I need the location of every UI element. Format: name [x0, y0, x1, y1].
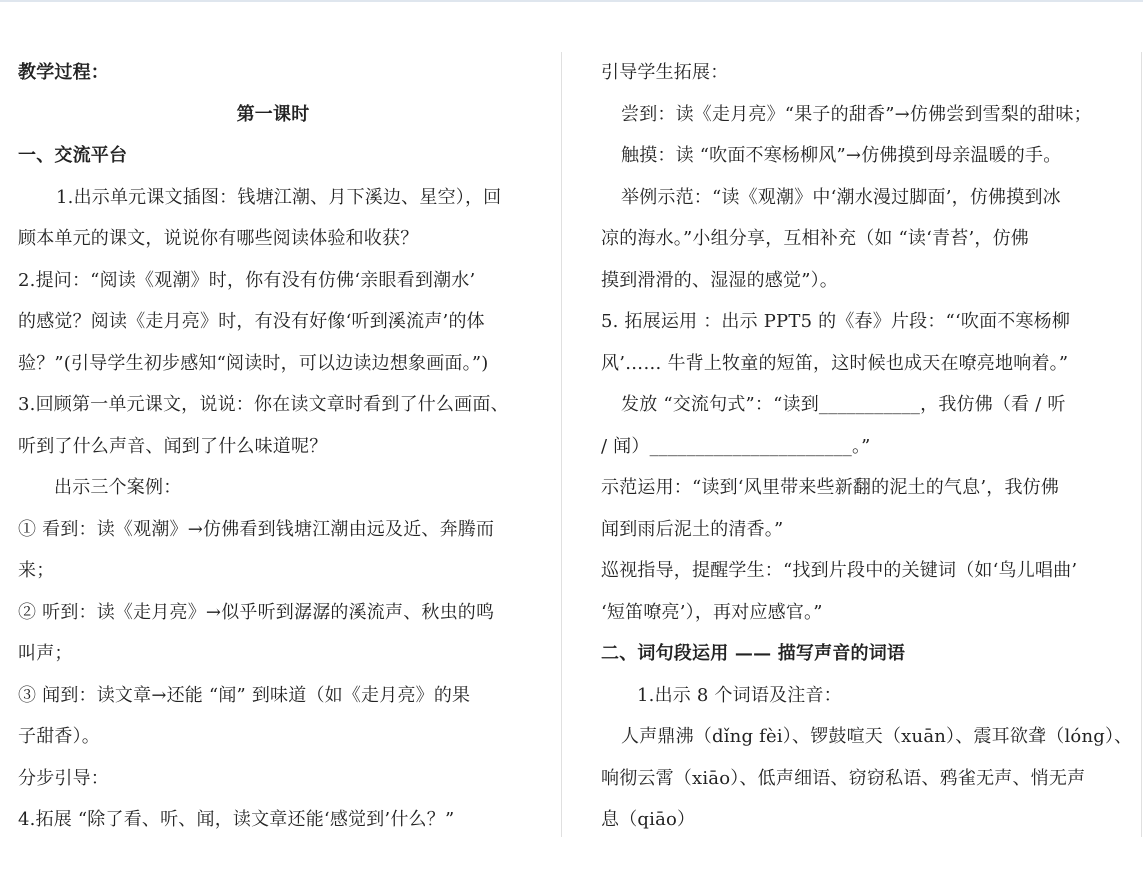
top-border: [0, 0, 1143, 2]
left-line-19: 4.拓展 “除了看、听、闻，读文章还能‘感觉到’什么？”: [18, 809, 455, 830]
left-line-6: 2.提问：“阅读《观潮》时，你有没有仿佛‘亲眼看到潮水’: [18, 269, 476, 291]
right-line-13: 巡视指导，提醒学生：“找到片段中的关键词（如‘鸟儿唱曲’: [601, 560, 1078, 581]
right-line-12: 闻到雨后泥土的清香。”: [601, 518, 784, 540]
left-column: [18, 52, 528, 841]
right-line-4: 举例示范：“读《观潮》中‘潮水漫过脚面’，仿佛摸到冰: [621, 186, 1061, 208]
right-line-19: 息（qiāo）: [601, 809, 696, 830]
left-line-13: 来；: [18, 560, 55, 581]
right-margin-line: [1141, 52, 1142, 837]
left-line-5: 顾本单元的课文，说说你有哪些阅读体验和收获？: [18, 228, 419, 249]
left-line-12: ① 看到：读《观潮》→仿佛看到钱塘江潮由远及近、奔腾而: [18, 518, 495, 540]
right-line-6: 摸到滑滑的、湿湿的感觉”）。: [601, 269, 839, 291]
right-line-10: / 闻）______________________。”: [601, 435, 871, 457]
right-line-3: 触摸：读 “吹面不寒杨柳风”→仿佛摸到母亲温暖的手。: [621, 145, 1062, 166]
right-line-5: 凉的海水。”小组分享，互相补充（如 “读‘青苔’，仿佛: [601, 228, 1029, 249]
right-line-9: 发放 “交流句式”：“读到___________，我仿佛（看 / 听: [621, 394, 1066, 415]
left-line-4: 1.出示单元课文插图：钱塘江潮、月下溪边、星空），回: [56, 186, 502, 208]
right-line-18: 响彻云霄（xiāo）、低声细语、窃窃私语、鸦雀无声、悄无声: [601, 767, 1086, 789]
left-line-3: 一、交流平台: [18, 145, 128, 166]
right-line-11: 示范运用：“读到‘风里带来些新翻的泥土的气息’，我仿佛: [601, 477, 1060, 498]
left-line-7: 的感觉？阅读《走月亮》时，有没有好像‘听到溪流声’的体: [18, 311, 485, 332]
column-divider: [561, 52, 562, 837]
left-line-17: 子甜香）。: [18, 726, 100, 747]
left-line-1: 教学过程：: [18, 62, 109, 83]
right-line-2: 尝到：读《走月亮》“果子的甜香”→仿佛尝到雪梨的甜味；: [621, 103, 1092, 125]
right-line-7: 5. 拓展运用 ：出示 PPT5 的《春》片段：“‘吹面不寒杨柳: [601, 311, 1071, 332]
right-line-14: ‘短笛嘹亮’），再对应感官。”: [601, 601, 823, 623]
left-line-2: 第一课时: [236, 103, 310, 125]
left-line-14: ② 听到：读《走月亮》→似乎听到潺潺的溪流声、秋虫的鸣: [18, 601, 495, 623]
right-column: [601, 52, 1133, 841]
left-line-18: 分步引导：: [18, 767, 109, 789]
left-line-8: 验？”(引导学生初步感知“阅读时，可以边读边想象画面。”): [18, 352, 489, 374]
left-line-9: 3.回顾第一单元课文，说说：你在读文章时看到了什么画面、: [18, 394, 509, 415]
left-line-15: 叫声；: [18, 643, 73, 664]
right-line-15: 二、词句段运用 —— 描写声音的词语: [601, 643, 906, 664]
right-line-17: 人声鼎沸（dǐng fèi）、锣鼓喧天（xuān）、震耳欲聋（lóng）、: [621, 726, 1133, 747]
right-line-8: 风’…… 牛背上牧童的短笛，这时候也成天在嘹亮地响着。”: [601, 352, 1069, 374]
left-line-16: ③ 闻到：读文章→还能 “闻” 到味道（如《走月亮》的果: [18, 684, 471, 706]
right-line-16: 1.出示 8 个词语及注音：: [637, 684, 842, 706]
right-line-1: 引导学生拓展：: [601, 62, 729, 83]
left-line-10: 听到了什么声音、闻到了什么味道呢？: [18, 435, 328, 457]
left-line-11: 出示三个案例：: [54, 477, 182, 498]
